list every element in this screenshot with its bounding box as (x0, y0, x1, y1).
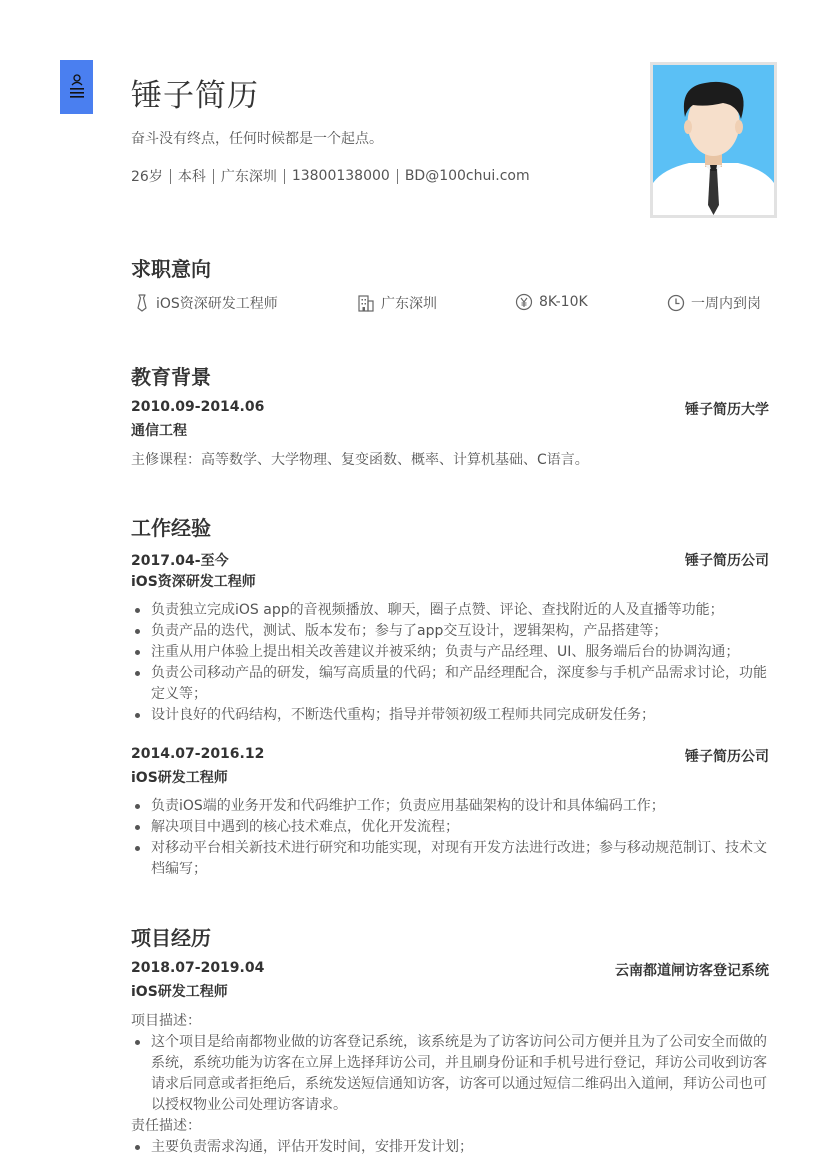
clock-icon (667, 294, 685, 312)
education-school: 锤子简历大学 (685, 402, 769, 418)
project-desc-label: 项目描述： (131, 1013, 201, 1029)
project-resp-label: 责任描述： (131, 1118, 201, 1134)
education-period: 2010.09-2014.06 (131, 399, 265, 415)
project-resp (131, 1137, 771, 1158)
job-period: 2017.04-至今 (131, 553, 229, 569)
job-role: iOS资深研发工程师 (131, 574, 256, 590)
phone: 13800138000 (291, 168, 390, 184)
intent-availability (667, 293, 761, 313)
list-item: 负责iOS端的业务开发和代码维护工作；负责应用基础架构的设计和具体编码工作； (131, 796, 771, 817)
divider (284, 169, 285, 184)
job-duties (131, 600, 771, 726)
intent-position-text: iOS资深研发工程师 (156, 296, 278, 312)
location: 广东深圳 (220, 169, 277, 185)
job-period: 2014.07-2016.12 (131, 746, 265, 762)
avatar (650, 62, 777, 218)
list-item: 负责公司移动产品的研发，编写高质量的代码；和产品经理配合，深度参与手机产品需求讨论，功能定义等； (131, 663, 771, 705)
list-item: 注重从用户体验上提出相关改善建议并被采纳；负责与产品经理、UI、服务端后台的协调沟通； (131, 642, 771, 663)
intent-salary-text: 8K-10K (539, 294, 588, 310)
job-duties (131, 796, 771, 880)
project-header (131, 960, 769, 980)
intent-city-text: 广东深圳 (381, 296, 437, 312)
list-item: 设计良好的代码结构，不断迭代重构；指导并带领初级工程师共同完成研发任务； (131, 705, 771, 726)
list-item: 主要负责需求沟通，评估开发时间，安排开发计划； (131, 1137, 771, 1158)
section-title-work: 工作经验 (131, 516, 211, 540)
divider (213, 169, 214, 184)
yen-icon (515, 293, 533, 311)
list-item: 负责产品的迭代，测试、版本发布；参与了app交互设计，逻辑架构，产品搭建等； (131, 621, 771, 642)
list-item: 负责独立完成iOS app的音视频播放、聊天，圈子点赞、评论、查找附近的人及直播等功能； (131, 600, 771, 621)
job-header (131, 550, 769, 570)
section-title-projects: 项目经历 (131, 926, 211, 950)
age: 26岁 (131, 169, 163, 185)
divider (170, 169, 171, 184)
section-title-intent: 求职意向 (131, 257, 211, 281)
intent-salary (515, 293, 588, 311)
divider (397, 169, 398, 184)
project-role: iOS研发工程师 (131, 984, 228, 1000)
intent-city (357, 293, 437, 313)
motto: 奋斗没有终点，任何时候都是一个起点。 (131, 131, 383, 147)
job-role: iOS研发工程师 (131, 770, 228, 786)
candidate-name: 锤子简历 (131, 78, 259, 114)
education-major: 通信工程 (131, 423, 187, 439)
user-list-icon (68, 73, 86, 101)
degree: 本科 (177, 169, 206, 185)
project-period: 2018.07-2019.04 (131, 960, 265, 976)
job-company: 锤子简历公司 (685, 553, 769, 569)
education-header (131, 399, 769, 419)
section-title-education: 教育背景 (131, 365, 211, 389)
intent-position (134, 293, 278, 313)
job-header (131, 746, 769, 766)
project-name: 云南都道闸访客登记系统 (615, 963, 769, 979)
resume-badge (60, 60, 93, 114)
education-courses: 主修课程：高等数学、大学物理、复变函数、概率、计算机基础、C语言。 (131, 452, 589, 468)
tie-icon (134, 294, 150, 312)
building-icon (357, 294, 375, 312)
project-desc (131, 1032, 771, 1116)
intent-availability-text: 一周内到岗 (691, 296, 761, 312)
avatar-illustration (653, 65, 774, 215)
intent-row (0, 293, 820, 317)
list-item: 这个项目是给南都物业做的访客登记系统，该系统是为了访客访问公司方便并且为了公司安全而做的系统，系统功能为访客在立屏上选择拜访公司，并且刷身份证和手机号进行登记，拜访公司收到访客请求后同意或者拒绝后，系统发送短信通知访客，访客可以通过短信二维码出入道闸，拜访公司也可以授权物业公司处理访客请求。 (131, 1032, 771, 1116)
list-item: 对移动平台相关新技术进行研究和功能实现，对现有开发方法进行改进；参与移动规范制订、技术文档编写； (131, 838, 771, 880)
job-company: 锤子简历公司 (685, 749, 769, 765)
list-item: 解决项目中遇到的核心技术难点，优化开发流程； (131, 817, 771, 838)
basic-info (131, 166, 530, 186)
email: BD@100chui.com (404, 168, 530, 184)
